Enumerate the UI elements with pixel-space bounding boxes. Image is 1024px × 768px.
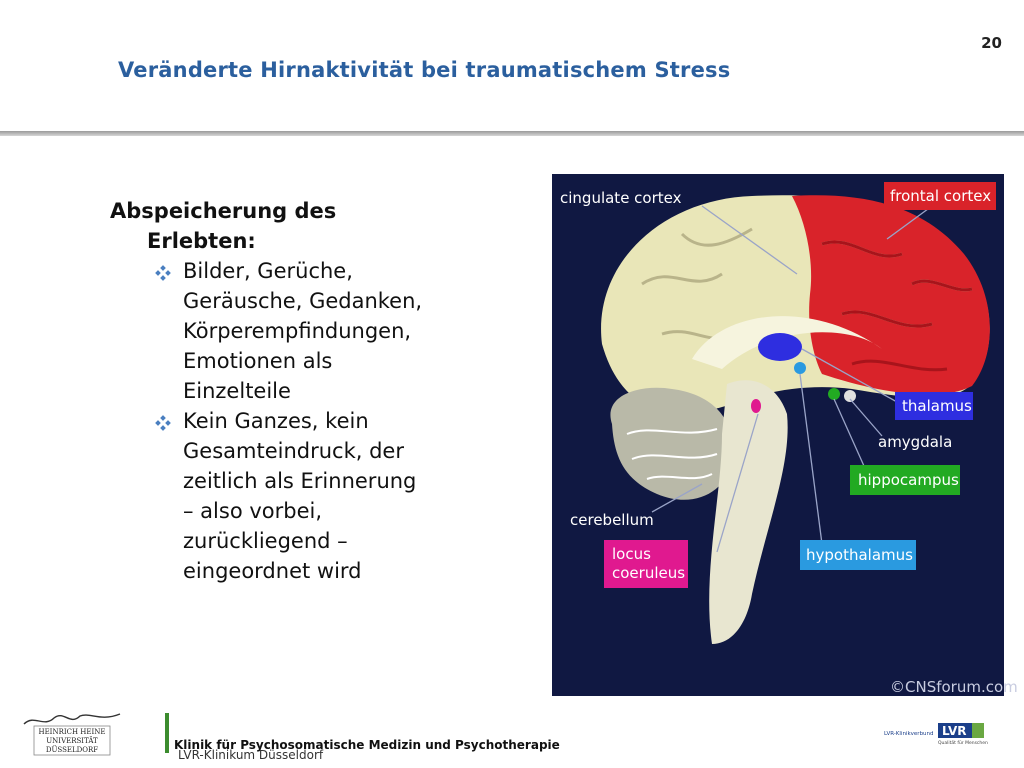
- thalamus-region: [758, 333, 802, 361]
- diamond-bullet-icon: [155, 265, 171, 281]
- image-credit: ©CNSforum.com: [890, 678, 1018, 696]
- bullet-line: – also vorbei,: [183, 499, 323, 523]
- lvr-mark-accent: [972, 723, 984, 738]
- body-heading: [110, 196, 470, 256]
- footer-accent-bar: [165, 713, 169, 753]
- label-amygdala: amygdala: [878, 433, 953, 451]
- bullet-line: Gesamteindruck, der: [183, 439, 404, 463]
- hypothalamus-dot: [794, 362, 806, 374]
- slide-body: [110, 196, 470, 586]
- lvr-logo-graphic: [884, 720, 988, 746]
- title-divider: [0, 131, 1024, 136]
- bullet-item: [110, 406, 470, 586]
- diamond-bullet-icon: [155, 415, 171, 431]
- university-logo-graphic: [20, 710, 125, 756]
- bullet-item: [110, 256, 470, 406]
- lvr-mark-text: LVR: [942, 724, 967, 738]
- label-cerebellum: cerebellum: [570, 511, 654, 529]
- amygdala-dot: [844, 390, 856, 402]
- label-cingulate-cortex: cingulate cortex: [560, 189, 682, 207]
- label-locus-line2: coeruleus: [612, 564, 686, 582]
- lvr-tagline: Qualität für Menschen: [938, 741, 988, 746]
- label-frontal-cortex: frontal cortex: [890, 187, 992, 205]
- bullet-line: Kein Ganzes, kein: [183, 409, 369, 433]
- bullet-line: Emotionen als: [183, 349, 333, 373]
- locus-coeruleus-dot: [751, 399, 761, 413]
- label-hypothalamus: hypothalamus: [806, 546, 913, 564]
- lvr-small-text: LVR-Klinikverbund: [884, 731, 934, 737]
- uni-logo-line2: UNIVERSITÄT: [46, 737, 98, 745]
- label-thalamus: thalamus: [902, 397, 972, 415]
- bullet-line: Körperempfindungen,: [183, 319, 412, 343]
- label-hippocampus: hippocampus: [858, 471, 959, 489]
- body-heading-line1: Abspeicherung des: [110, 199, 337, 223]
- hippocampus-dot: [828, 388, 840, 400]
- page-number: 20: [981, 34, 1002, 52]
- university-logo: [20, 710, 125, 760]
- brain-illustration: [552, 174, 1018, 696]
- label-locus-line1: locus: [612, 545, 651, 563]
- bullet-line: Einzelteile: [183, 379, 291, 403]
- uni-logo-line1: HEINRICH HEINE: [38, 728, 106, 736]
- footer-subtitle: LVR-Klinikum Düsseldorf: [178, 748, 324, 762]
- bullet-line: eingeordnet wird: [183, 559, 362, 583]
- bullet-line: Bilder, Gerüche,: [183, 259, 353, 283]
- uni-logo-line3: DÜSSELDORF: [45, 746, 99, 754]
- bullet-line: zeitlich als Erinnerung: [183, 469, 417, 493]
- bullet-line: Geräusche, Gedanken,: [183, 289, 423, 313]
- body-heading-line2: Erlebten:: [147, 229, 256, 253]
- footer-clinic-name: Klinik für Psychosomatische Medizin und Psychotherapie: [174, 738, 560, 752]
- bullet-list: [110, 256, 470, 586]
- bullet-line: zurückliegend –: [183, 529, 348, 553]
- brain-diagram: [552, 174, 1018, 696]
- lvr-logo: [884, 720, 988, 750]
- slide-title: Veränderte Hirnaktivität bei traumatischem Stress: [118, 58, 731, 82]
